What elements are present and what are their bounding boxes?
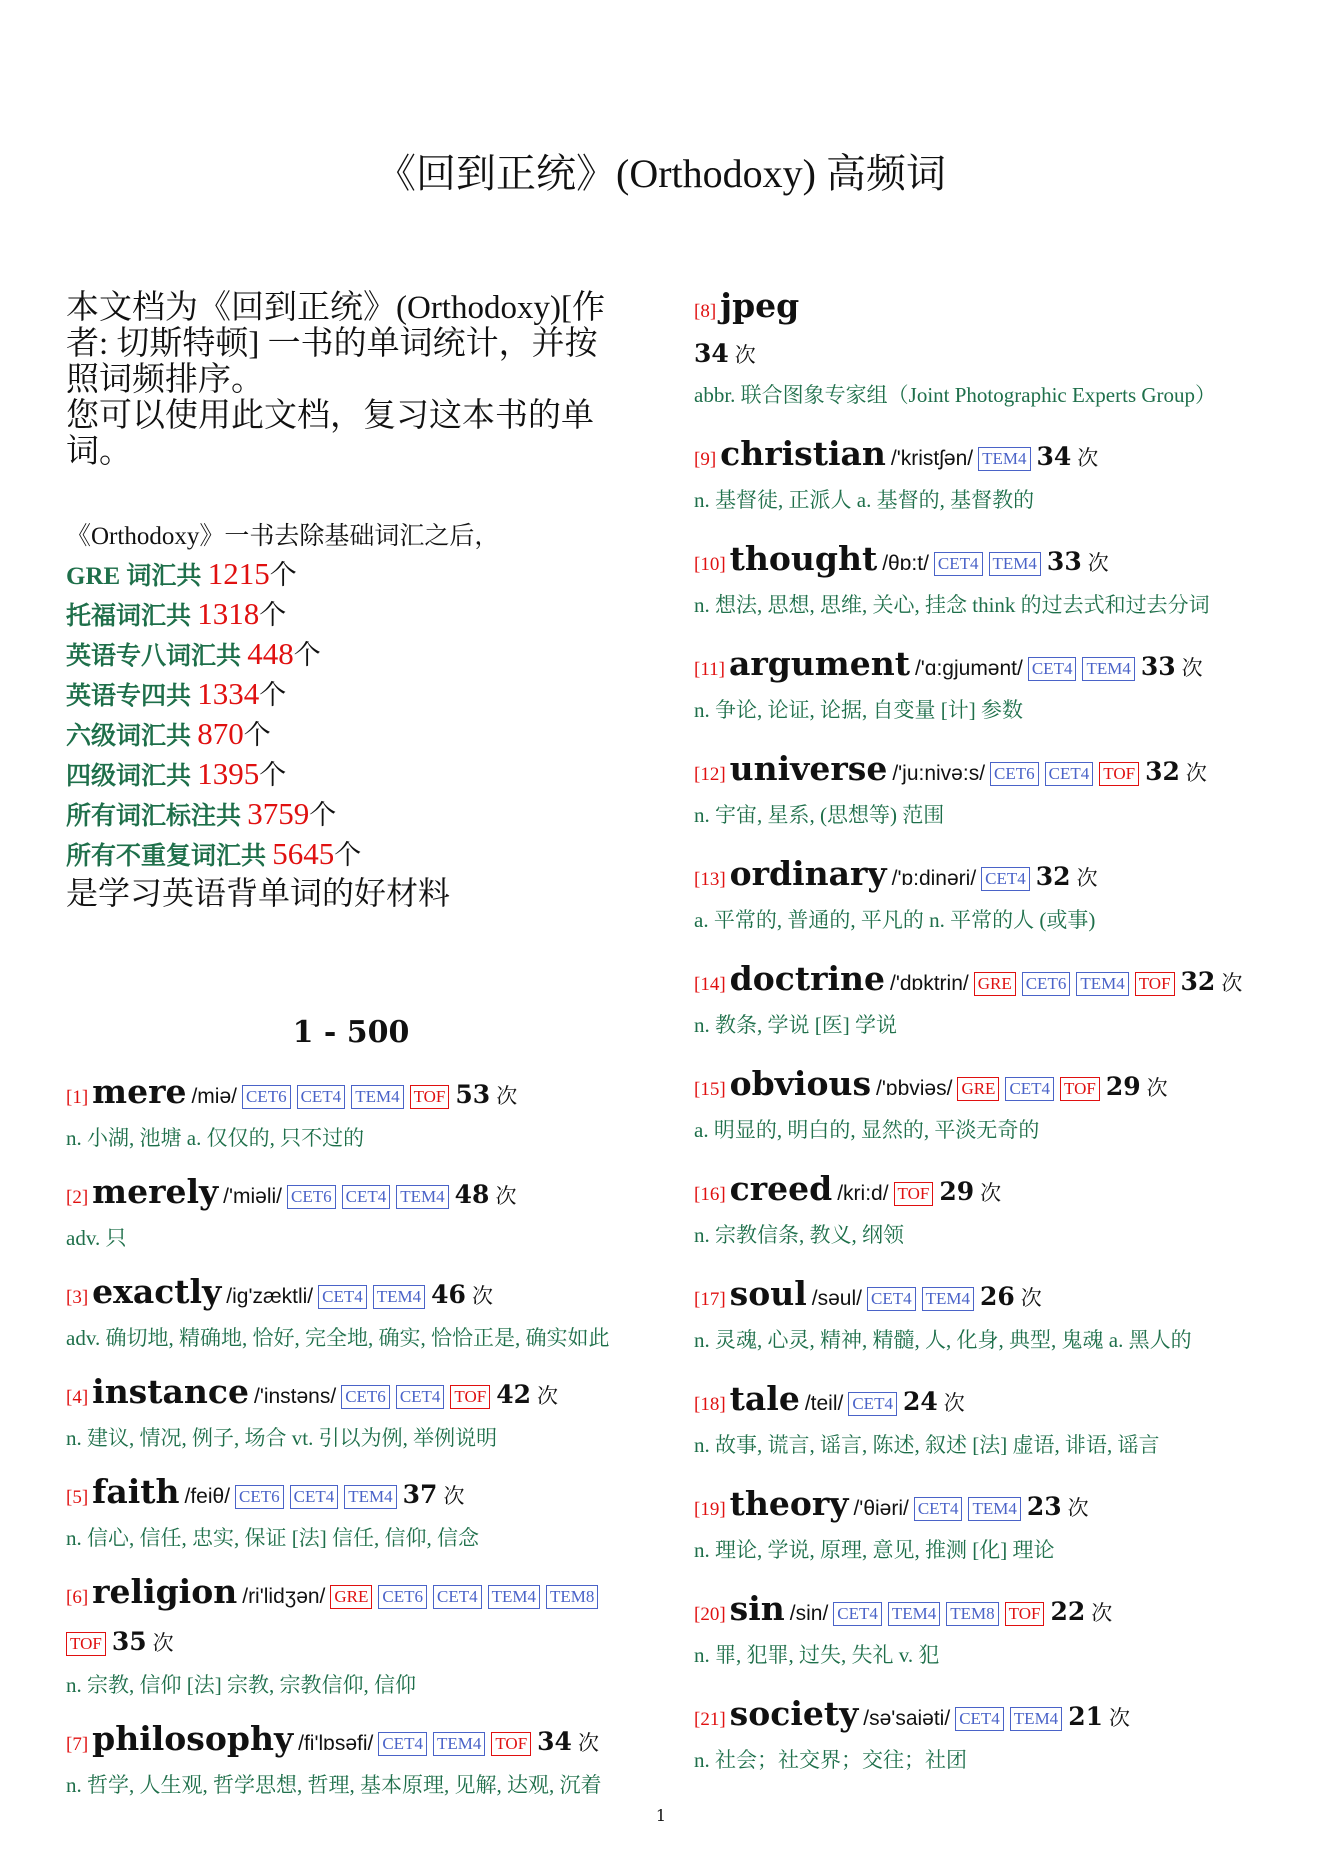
frequency-count: [111, 1627, 174, 1656]
entry-headline: [694, 642, 1264, 692]
stats-tail: 是学习英语背单词的好材料: [66, 875, 451, 911]
headword: philosophy: [92, 1719, 294, 1758]
definition: abbr. 联合图象专家组（Joint Photographic Experts Group）: [694, 383, 1217, 407]
intro-line: 者: 切斯特顿] 一书的单词统计，并按: [66, 326, 598, 362]
headword: mere: [92, 1072, 187, 1111]
range-heading: 1 - 500: [292, 1015, 410, 1050]
entry-rank: [14]: [694, 974, 726, 995]
count-value: 37: [402, 1480, 438, 1509]
count-value: 21: [1068, 1702, 1103, 1731]
count-value: 48: [454, 1180, 490, 1209]
exam-tag-tem4: TEM4: [373, 1285, 425, 1309]
entry-rank: [17]: [694, 1289, 726, 1310]
stats-row: [66, 635, 636, 675]
count-unit: 次: [577, 1731, 599, 1755]
exam-tag-tof: TOF: [1135, 972, 1175, 996]
exam-tag-cet4: CET4: [1005, 1077, 1054, 1101]
stats-value: 1395: [197, 756, 260, 791]
word-entry: [694, 1587, 1264, 1673]
entry-rank: [16]: [694, 1184, 726, 1205]
word-entry: [694, 1482, 1264, 1568]
phonetic: /'instəns/: [253, 1385, 337, 1408]
exam-tag-tof: TOF: [410, 1085, 450, 1109]
exam-tag-cet6: CET6: [990, 762, 1039, 786]
exam-tag-cet4: CET4: [981, 867, 1030, 891]
stats-row: [66, 595, 636, 635]
headword: instance: [92, 1372, 249, 1411]
word-entry: [66, 1717, 636, 1803]
definition: n. 理论, 学说, 原理, 意见, 推测 [化] 理论: [694, 1538, 1055, 1562]
count-unit: 次: [495, 1184, 517, 1208]
count-value: 42: [496, 1380, 532, 1409]
frequency-count: [694, 334, 1264, 377]
phonetic: /'dɒktrin/: [890, 972, 969, 995]
entry-rank: [11]: [694, 659, 725, 680]
count-unit: 次: [443, 1484, 465, 1508]
entry-rank: [4]: [66, 1387, 89, 1408]
definition: n. 信心, 信任, 忠实, 保证 [法] 信任, 信仰, 信念: [66, 1526, 479, 1550]
intro-line: 您可以使用此文档，复习这本书的单: [66, 398, 594, 434]
entry-rank: [18]: [694, 1394, 726, 1415]
intro-line: 照词频排序。: [66, 362, 264, 398]
frequency-count: [402, 1480, 465, 1509]
entry-headline: [66, 1070, 636, 1120]
exam-tag-cet4: CET4: [848, 1392, 897, 1416]
phonetic: /'ju:nivə:s/: [892, 762, 986, 785]
phonetic: /sə'saiəti/: [863, 1707, 951, 1730]
headword: argument: [728, 644, 910, 683]
definition: adv. 确切地, 精确地, 恰好, 完全地, 确实, 恰恰正是, 确实如此: [66, 1326, 610, 1350]
entry-rank: [1]: [66, 1087, 89, 1108]
phonetic: /teil/: [804, 1392, 844, 1415]
count-value: 34: [694, 339, 729, 368]
entry-rank: [7]: [66, 1734, 89, 1755]
exam-tag-gre: GRE: [330, 1585, 372, 1609]
exam-tag-cet4: CET4: [955, 1707, 1004, 1731]
stats-label: 四级词汇共: [66, 763, 198, 790]
phonetic: /ig'zæktli/: [226, 1285, 314, 1308]
entry-headline: [66, 1570, 636, 1667]
word-entry: [694, 432, 1264, 518]
headword: sin: [729, 1589, 785, 1628]
entry-headline: [66, 1470, 636, 1520]
exam-tag-tem4: TEM4: [888, 1602, 940, 1626]
page-number: 1: [655, 1806, 667, 1825]
entry-headline: [694, 1167, 1264, 1217]
count-unit: 次: [1091, 1601, 1113, 1625]
count-value: 32: [1035, 862, 1071, 891]
phonetic: /səul/: [811, 1287, 862, 1310]
exam-tag-cet6: CET6: [235, 1485, 284, 1509]
stats-value: 3759: [247, 796, 310, 831]
stats-unit: 个: [259, 600, 287, 630]
stats-label: 托福词汇共: [66, 603, 198, 630]
stats-row: [66, 835, 636, 875]
exam-tag-cet4: CET4: [867, 1287, 916, 1311]
exam-tag-cet4: CET4: [1028, 657, 1077, 681]
frequency-count: [455, 1080, 518, 1109]
phonetic: /'miəli/: [223, 1185, 283, 1208]
exam-tag-tof: TOF: [1060, 1077, 1100, 1101]
stats-value: 448: [247, 636, 294, 671]
exam-tag-cet6: CET6: [287, 1185, 336, 1209]
definition: n. 教条, 学说 [医] 学说: [694, 1013, 897, 1037]
exam-tag-tem4: TEM4: [344, 1485, 396, 1509]
exam-tag-tof: TOF: [66, 1632, 106, 1656]
definition: a. 明显的, 明白的, 显然的, 平淡无奇的: [694, 1118, 1040, 1142]
phonetic: /sin/: [789, 1602, 829, 1625]
count-value: 34: [537, 1727, 572, 1756]
definition: n. 建议, 情况, 例子, 场合 vt. 引以为例, 举例说明: [66, 1426, 498, 1450]
word-entry: [694, 1167, 1264, 1253]
phonetic: /miə/: [191, 1085, 237, 1108]
exam-tag-tem4: TEM4: [989, 552, 1041, 576]
exam-tag-tof: TOF: [894, 1182, 934, 1206]
definition: n. 宇宙, 星系, (思想等) 范围: [694, 803, 945, 827]
exam-tag-gre: GRE: [957, 1077, 999, 1101]
word-entry: [694, 1692, 1264, 1778]
stats-label: 所有词汇标注共: [66, 803, 248, 830]
word-entry: [694, 1062, 1264, 1148]
count-unit: 次: [1108, 1706, 1130, 1730]
entry-headline: [694, 1482, 1264, 1532]
word-entry: [694, 284, 1264, 413]
stats-label: 英语专四共: [66, 683, 198, 710]
definition: n. 罪, 犯罪, 过失, 失礼 v. 犯: [694, 1643, 940, 1667]
definition: n. 想法, 思想, 思维, 关心, 挂念 think 的过去式和过去分词: [694, 593, 1210, 617]
word-entry: [694, 642, 1264, 728]
entry-headline: [66, 1717, 636, 1767]
count-unit: 次: [537, 1384, 559, 1408]
stats-label: GRE 词汇共: [66, 563, 208, 590]
entry-headline: [694, 284, 1264, 377]
count-value: 32: [1180, 967, 1216, 996]
frequency-count: [1140, 652, 1203, 681]
headword: christian: [720, 434, 886, 473]
word-entry: [694, 537, 1264, 623]
word-entry: [66, 1170, 636, 1256]
entry-headline: [694, 1377, 1264, 1427]
document-title: 《回到正统》(Orthodoxy) 高频词: [376, 151, 946, 196]
stats-row: [66, 715, 636, 755]
exam-tag-tem4: TEM4: [433, 1732, 485, 1756]
right-column: [694, 284, 1264, 1797]
headword: soul: [729, 1274, 807, 1313]
entry-headline: [66, 1370, 636, 1420]
headword: doctrine: [729, 959, 885, 998]
frequency-count: [1145, 757, 1207, 786]
phonetic: /feiθ/: [184, 1485, 231, 1508]
frequency-count: [537, 1727, 599, 1756]
entry-headline: [694, 852, 1264, 902]
vocabulary-stats: [66, 518, 636, 911]
count-unit: 次: [980, 1181, 1002, 1205]
count-unit: 次: [1020, 1286, 1042, 1310]
entry-headline: [694, 537, 1264, 587]
count-unit: 次: [496, 1084, 518, 1108]
count-value: 29: [1105, 1072, 1141, 1101]
count-value: 33: [1046, 547, 1082, 576]
stats-lead: 《Orthodoxy》一书去除基础词汇之后，: [66, 523, 500, 550]
word-entry: [694, 1272, 1264, 1358]
stats-value: 5645: [272, 836, 335, 871]
intro-line: 本文档为《回到正统》(Orthodoxy)[作: [66, 290, 605, 326]
count-value: 24: [902, 1387, 938, 1416]
entry-headline: [694, 957, 1264, 1007]
stats-value: 1334: [197, 676, 260, 711]
definition: n. 哲学, 人生观, 哲学思想, 哲理, 基本原理, 见解, 达观, 沉着: [66, 1773, 602, 1797]
entry-headline: [694, 1062, 1264, 1112]
count-unit: 次: [1067, 1496, 1089, 1520]
headword: jpeg: [720, 286, 800, 325]
count-unit: 次: [1076, 866, 1098, 890]
word-entry: [694, 1377, 1264, 1463]
definition: n. 争论, 论证, 论据, 自变量 [计] 参数: [694, 698, 1023, 722]
exam-tag-cet4: CET4: [396, 1385, 445, 1409]
exam-tag-tem4: TEM4: [1010, 1707, 1062, 1731]
exam-tag-gre: GRE: [974, 972, 1016, 996]
frequency-count: [496, 1380, 559, 1409]
phonetic: /'kristʃən/: [890, 447, 974, 470]
phonetic: /'θiəri/: [853, 1497, 909, 1520]
phonetic: /kri:d/: [837, 1182, 889, 1205]
frequency-count: [939, 1177, 1002, 1206]
count-unit: 次: [1185, 761, 1207, 785]
count-value: 34: [1036, 442, 1072, 471]
phonetic: /θɒ:t/: [882, 552, 929, 575]
word-entry: [66, 1070, 636, 1156]
headword: obvious: [729, 1064, 872, 1103]
exam-tag-tem4: TEM4: [488, 1585, 540, 1609]
stats-unit: 个: [259, 680, 287, 710]
stats-label: 六级词汇共: [66, 723, 198, 750]
exam-tag-cet6: CET6: [1022, 972, 1071, 996]
exam-tag-cet4: CET4: [1045, 762, 1094, 786]
count-value: 35: [111, 1627, 147, 1656]
entry-headline: [694, 1692, 1264, 1742]
count-value: 22: [1050, 1597, 1086, 1626]
entry-rank: [21]: [694, 1709, 726, 1730]
count-unit: 次: [471, 1284, 493, 1308]
frequency-count: [1068, 1702, 1130, 1731]
exam-tag-tem8: TEM8: [946, 1602, 998, 1626]
stats-value: 1215: [207, 556, 270, 591]
count-unit: 次: [1146, 1076, 1168, 1100]
word-entry: [694, 957, 1264, 1043]
headword: thought: [729, 539, 878, 578]
word-entry: [66, 1470, 636, 1556]
stats-row: [66, 675, 636, 715]
exam-tag-tem4: TEM4: [922, 1287, 974, 1311]
entry-rank: [6]: [66, 1587, 89, 1608]
word-list-right: [694, 284, 1264, 1778]
phonetic: /fi'lɒsəfi/: [298, 1732, 374, 1755]
exam-tag-tof: TOF: [491, 1732, 531, 1756]
definition: n. 社会；社交界；交往；社团: [694, 1748, 967, 1772]
frequency-count: [902, 1387, 965, 1416]
intro-paragraph: [66, 290, 636, 470]
count-value: 26: [979, 1282, 1015, 1311]
frequency-count: [1046, 547, 1109, 576]
exam-tag-cet4: CET4: [297, 1085, 346, 1109]
count-unit: 次: [1087, 551, 1109, 575]
exam-tag-tof: TOF: [1099, 762, 1139, 786]
phonetic: /'ɑ:gjumənt/: [914, 657, 1023, 680]
definition: n. 故事, 谎言, 谣言, 陈述, 叙述 [法] 虚语, 诽语, 谣言: [694, 1433, 1160, 1457]
left-column: [66, 290, 636, 1817]
stats-unit: 个: [269, 560, 297, 590]
exam-tag-cet4: CET4: [290, 1485, 339, 1509]
exam-tag-tof: TOF: [450, 1385, 490, 1409]
entry-rank: [3]: [66, 1287, 89, 1308]
exam-tag-cet4: CET4: [318, 1285, 367, 1309]
definition: n. 灵魂, 心灵, 精神, 精髓, 人, 化身, 典型, 鬼魂 a. 黑人的: [694, 1328, 1192, 1352]
headword: universe: [729, 749, 888, 788]
frequency-count: [979, 1282, 1042, 1311]
entry-rank: [8]: [694, 301, 717, 322]
exam-tag-cet6: CET6: [378, 1585, 427, 1609]
word-entry: [694, 852, 1264, 938]
exam-tag-tem4: TEM4: [968, 1497, 1020, 1521]
exam-tag-tem4: TEM4: [351, 1085, 403, 1109]
word-entry: [66, 1270, 636, 1356]
count-value: 53: [455, 1080, 491, 1109]
phonetic: /'ɒbviəs/: [876, 1077, 953, 1100]
frequency-count: [454, 1180, 517, 1209]
exam-tag-tem4: TEM4: [396, 1185, 448, 1209]
entry-rank: [9]: [694, 449, 717, 470]
entry-headline: [66, 1170, 636, 1220]
count-unit: 次: [1221, 971, 1243, 995]
count-unit: 次: [1181, 656, 1203, 680]
entry-headline: [66, 1270, 636, 1320]
count-value: 46: [431, 1280, 466, 1309]
definition: n. 小湖, 池塘 a. 仅仅的, 只不过的: [66, 1126, 365, 1150]
count-unit: 次: [1077, 446, 1099, 470]
frequency-count: [1026, 1492, 1089, 1521]
entry-rank: [19]: [694, 1499, 726, 1520]
exam-tag-cet4: CET4: [342, 1185, 391, 1209]
stats-row: [66, 555, 636, 595]
definition: a. 平常的, 普通的, 平凡的 n. 平常的人 (或事): [694, 908, 1096, 932]
frequency-count: [1105, 1072, 1168, 1101]
count-unit: 次: [943, 1391, 965, 1415]
headword: creed: [729, 1169, 833, 1208]
stats-unit: 个: [309, 800, 337, 830]
entry-rank: [5]: [66, 1487, 89, 1508]
count-value: 23: [1026, 1492, 1062, 1521]
phonetic: /ri'lidʒən/: [242, 1585, 326, 1608]
entry-rank: [2]: [66, 1187, 89, 1208]
exam-tag-cet6: CET6: [242, 1085, 291, 1109]
exam-tag-cet6: CET6: [341, 1385, 390, 1409]
stats-row: [66, 755, 636, 795]
exam-tag-tem8: TEM8: [546, 1585, 598, 1609]
headword: tale: [729, 1379, 800, 1418]
exam-tag-cet4: CET4: [914, 1497, 963, 1521]
entry-headline: [694, 432, 1264, 482]
exam-tag-tem4: TEM4: [1076, 972, 1128, 996]
exam-tag-cet4: CET4: [378, 1732, 427, 1756]
intro-line: 词。: [66, 434, 132, 470]
stats-unit: 个: [293, 640, 321, 670]
phonetic: /'ɒ:dinəri/: [891, 867, 977, 890]
frequency-count: [1036, 442, 1099, 471]
stats-value: 870: [197, 716, 244, 751]
word-list-left: [66, 1070, 636, 1803]
frequency-count: [1050, 1597, 1113, 1626]
frequency-count: [431, 1280, 493, 1309]
stats-unit: 个: [259, 760, 287, 790]
headword: exactly: [92, 1272, 222, 1311]
count-value: 33: [1140, 652, 1176, 681]
definition: n. 宗教信条, 教义, 纲领: [694, 1223, 904, 1247]
definition: n. 基督徒, 正派人 a. 基督的, 基督教的: [694, 488, 1035, 512]
definition: n. 宗教, 信仰 [法] 宗教, 宗教信仰, 信仰: [66, 1673, 416, 1697]
entry-rank: [13]: [694, 869, 726, 890]
entry-rank: [12]: [694, 764, 726, 785]
stats-label: 英语专八词汇共: [66, 643, 248, 670]
word-entry: [694, 747, 1264, 833]
headword: society: [729, 1694, 859, 1733]
exam-tag-tem4: TEM4: [978, 447, 1030, 471]
frequency-count: [1180, 967, 1243, 996]
headword: merely: [92, 1172, 219, 1211]
frequency-count: [1035, 862, 1098, 891]
headword: faith: [92, 1472, 180, 1511]
entry-headline: [694, 747, 1264, 797]
stats-unit: 个: [334, 840, 362, 870]
entry-rank: [10]: [694, 554, 726, 575]
stats-row: [66, 795, 636, 835]
headword: ordinary: [729, 854, 887, 893]
stats-label: 所有不重复词汇共: [66, 843, 273, 870]
headword: religion: [92, 1572, 238, 1611]
exam-tag-tem4: TEM4: [1082, 657, 1134, 681]
exam-tag-cet4: CET4: [934, 552, 983, 576]
word-entry: [66, 1370, 636, 1456]
definition: adv. 只: [66, 1226, 127, 1250]
count-value: 32: [1145, 757, 1180, 786]
entry-headline: [694, 1587, 1264, 1637]
word-entry: [66, 1570, 636, 1703]
count-value: 29: [939, 1177, 975, 1206]
entry-headline: [694, 1272, 1264, 1322]
exam-tag-cet4: CET4: [433, 1585, 482, 1609]
stats-unit: 个: [243, 720, 271, 750]
stats-value: 1318: [197, 596, 260, 631]
count-unit: 次: [152, 1631, 174, 1655]
exam-tag-tof: TOF: [1005, 1602, 1045, 1626]
entry-rank: [20]: [694, 1604, 726, 1625]
count-unit: 次: [734, 343, 756, 367]
entry-rank: [15]: [694, 1079, 726, 1100]
exam-tag-cet4: CET4: [833, 1602, 882, 1626]
headword: theory: [729, 1484, 849, 1523]
